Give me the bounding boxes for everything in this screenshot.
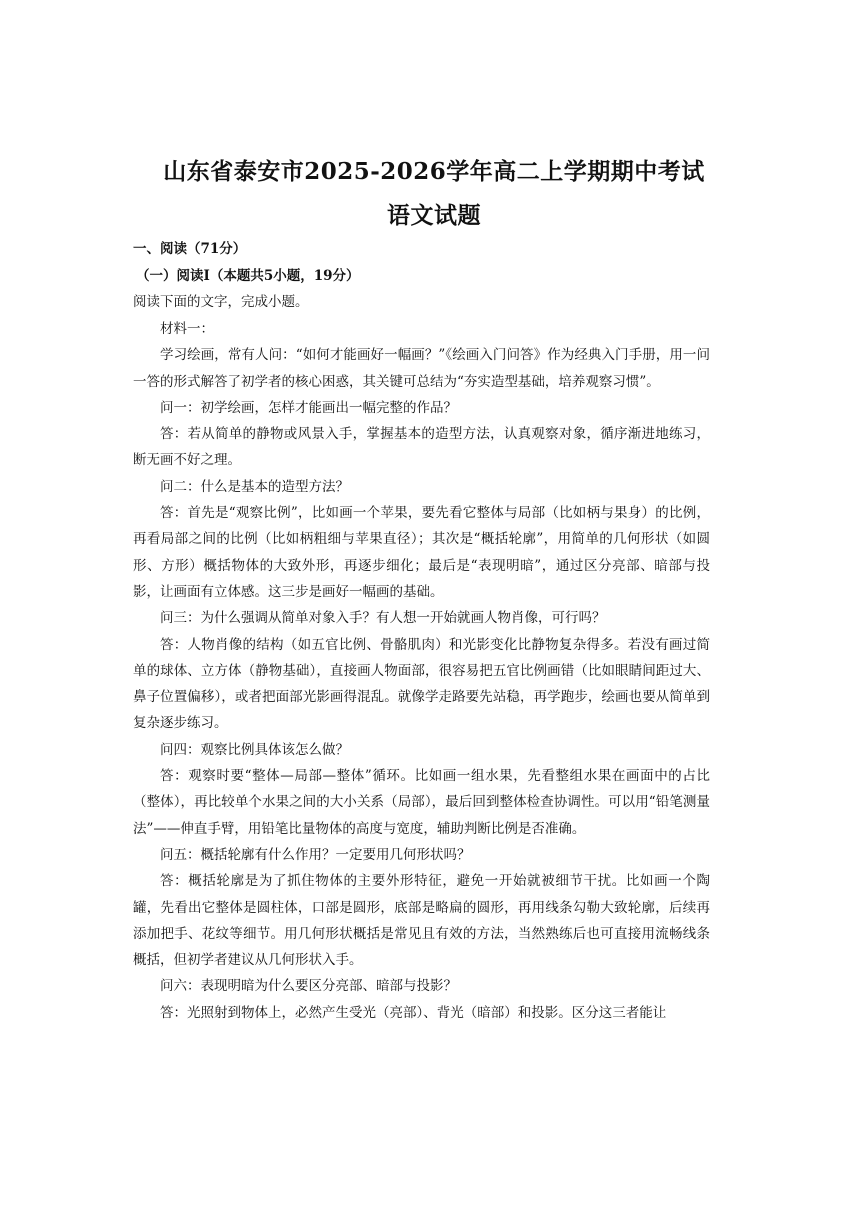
paragraph: 材料一：: [160, 321, 214, 337]
document-title: 山东省泰安市2025-2026学年高二上学期期中考试: [163, 158, 705, 185]
paragraph: 答：若从简单的静物或风景入手，掌握基本的造型方法，认真观察对象，循序渐进地练习，断无画不好之理。: [133, 426, 710, 469]
paragraph: 问四：观察比例具体该怎么做？: [160, 741, 349, 758]
instruction-text: 阅读下面的文字，完成小题。: [133, 294, 309, 310]
subsection-heading: （一）阅读Ⅰ（本题共5小题，19分）: [136, 268, 360, 284]
paragraph: 答：人物肖像的结构（如五官比例、骨骼肌肉）和光影变化比静物复杂得多。若没有画过简单的球体、立方体（静物基础），直接画人物面部，很容易把五官比例画错（比如眼睛间距过大、鼻子位置偏移），或者把面部光影画得混乱。就像学走路要先站稳，再学跑步，绘画也要从简单到复杂逐步练习。: [133, 636, 710, 732]
paragraph: 问三：为什么强调从简单对象入手？有人想一开始就画人物肖像，可行吗？: [160, 610, 606, 627]
paragraph: 学习绘画，常有人问：“如何才能画好一幅画？”《绘画入门问答》作为经典入门手册，用一问一答的形式解答了初学者的核心困惑，其关键可总结为“夯实造型基础，培养观察习惯”。: [133, 347, 710, 390]
reading-material: [133, 316, 710, 1026]
paragraph: 答：光照射到物体上，必然产生受光（亮部）、背光（暗部）和投影。区分这三者能让: [160, 1004, 667, 1021]
paragraph: 答：观察时要“整体—局部—整体”循环。比如画一组水果，先看整组水果在画面中的占比（整体），再比较单个水果之间的大小关系（局部），最后回到整体检查协调性。可以用“铅笔测量法”——伸直手臂，用铅笔比量物体的高度与宽度，辅助判断比例是否准确。: [133, 768, 710, 837]
paragraph: 问六：表现明暗为什么要区分亮部、暗部与投影？: [160, 978, 457, 995]
section-heading: 一、阅读（71分）: [133, 241, 247, 257]
document-subtitle: 语文试题: [387, 202, 481, 229]
paragraph: 问二：什么是基本的造型方法？: [160, 478, 349, 495]
paragraph: 问五：概括轮廓有什么作用？一定要用几何形状吗？: [160, 846, 471, 863]
paragraph: 问一：初学绘画，怎样才能画出一幅完整的作品？: [160, 399, 457, 416]
paragraph: 答：首先是“观察比例”，比如画一个苹果，要先看它整体与局部（比如柄与果身）的比例，再看局部之间的比例（比如柄粗细与苹果直径）；其次是“概括轮廓”，用简单的几何形状（如圆形、方形）概括物体的大致外形，再逐步细化；最后是“表现明暗”，通过区分亮部、暗部与投影，让画面有立体感。这三步是画好一幅画的基础。: [133, 505, 710, 600]
paragraph: 答：概括轮廓是为了抓住物体的主要外形特征，避免一开始就被细节干扰。比如画一个陶罐，先看出它整体是圆柱体，口部是圆形，底部是略扁的圆形，再用线条勾勒大致轮廓，后续再添加把手、花纹等细节。用几何形状概括是常见且有效的方法，当然熟练后也可直接用流畅线条概括，但初学者建议从几何形状入手。: [133, 873, 710, 969]
